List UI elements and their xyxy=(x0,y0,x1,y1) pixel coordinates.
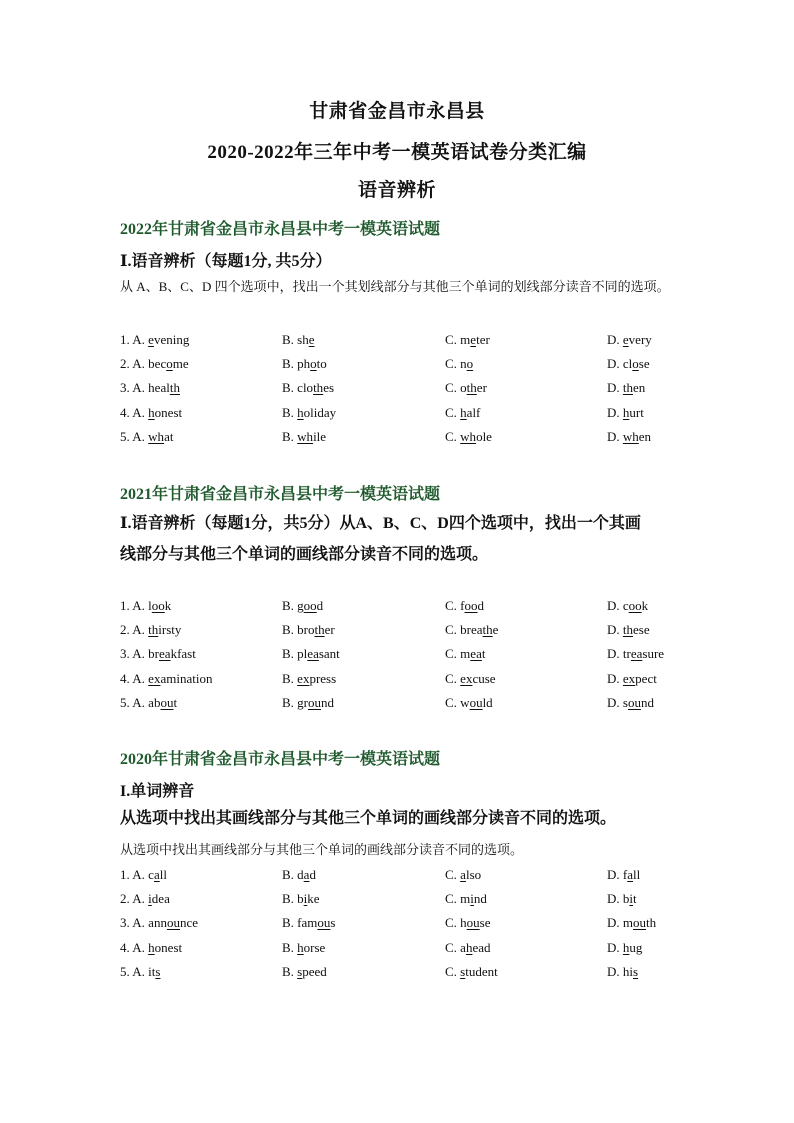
section-2021-instruction-line-2: 线部分与其他三个单词的画线部分读音不同的选项。 xyxy=(120,546,489,563)
option-b xyxy=(282,964,327,980)
question-row xyxy=(120,891,680,911)
option-b xyxy=(282,429,326,445)
option-label: C. xyxy=(445,670,461,686)
underlined-letters: ou xyxy=(317,915,331,931)
word-part: d xyxy=(309,867,316,882)
word-part: vening xyxy=(153,332,190,347)
underlined-letters: h xyxy=(148,404,155,420)
word-part: h xyxy=(460,915,467,931)
underlined-letters: ou xyxy=(166,915,180,931)
underlined-letters: a xyxy=(460,867,466,882)
word-part: gr xyxy=(297,694,309,710)
word-part: nce xyxy=(179,915,198,931)
section-2020-bold-instruction: 从选项中找出其画线部分与其他三个单词的画线部分读音不同的选项。 xyxy=(120,810,617,827)
option-a xyxy=(120,964,160,980)
option-label: C. xyxy=(445,646,461,662)
option-label: 5. A. xyxy=(120,963,149,979)
option-label: C. xyxy=(445,939,461,955)
option-label: D. xyxy=(607,891,623,907)
word-part: pl xyxy=(297,646,308,662)
word-part: kfast xyxy=(170,646,196,662)
word-part: me xyxy=(172,356,189,372)
word-part: c xyxy=(622,598,629,613)
option-label: 3. A. xyxy=(120,380,149,396)
word-part: sh xyxy=(297,332,309,347)
word-part: es xyxy=(323,380,335,396)
option-label: C. xyxy=(445,891,461,907)
word-part: pect xyxy=(635,670,657,686)
option-label: C. xyxy=(445,694,461,710)
option-label: 3. A. xyxy=(120,646,149,662)
underlined-letters: s xyxy=(460,963,466,979)
option-label: 4. A. xyxy=(120,670,149,686)
underlined-letters: i xyxy=(148,891,152,907)
underlined-letters: ea xyxy=(307,646,319,662)
word-part: dea xyxy=(151,891,170,907)
underlined-letters: s xyxy=(633,963,639,979)
word-part: orse xyxy=(303,939,326,955)
underlined-letters: ea xyxy=(470,646,482,662)
option-c xyxy=(445,622,498,638)
underlined-letters: th xyxy=(622,622,634,638)
underlined-letters: o xyxy=(166,356,173,372)
underlined-letters: i xyxy=(470,891,474,907)
underlined-letters: ex xyxy=(622,670,636,686)
option-c xyxy=(445,964,498,980)
word-part: ile xyxy=(313,428,327,444)
underlined-letters: o xyxy=(310,356,317,372)
underlined-letters: s xyxy=(297,963,303,979)
underlined-letters: h xyxy=(622,404,630,420)
underlined-letters: a xyxy=(153,867,160,882)
option-d xyxy=(607,891,637,907)
word-part: press xyxy=(309,670,337,686)
section-2020-subheading: I.单词辨音 xyxy=(120,783,195,800)
word-part: ab xyxy=(148,694,161,710)
option-label: B. xyxy=(282,646,298,662)
option-label: C. xyxy=(445,332,461,347)
option-b xyxy=(282,332,315,348)
word-part: onest xyxy=(154,939,183,955)
word-part: m xyxy=(460,891,471,907)
section-2020-instruction: 从选项中找出其画线部分与其他三个单词的画线部分读音不同的选项。 xyxy=(120,842,524,857)
word-part: d xyxy=(477,598,485,613)
word-part: ole xyxy=(476,428,492,444)
option-label: D. xyxy=(607,380,623,396)
word-part: to xyxy=(316,356,327,372)
word-part: t xyxy=(173,694,178,710)
question-row xyxy=(120,671,680,691)
word-part: k xyxy=(164,598,172,613)
question-row xyxy=(120,695,680,715)
option-label: D. xyxy=(607,915,623,931)
option-label: D. xyxy=(607,332,623,347)
underlined-letters: i xyxy=(303,891,308,907)
section-2022-heading: 2022年甘肃省金昌市永昌县中考一模英语试题 xyxy=(120,221,441,238)
word-part: at xyxy=(164,428,174,444)
question-row xyxy=(120,332,680,352)
word-part: peed xyxy=(302,963,327,979)
option-a xyxy=(120,671,212,687)
word-part: bro xyxy=(297,622,315,638)
underlined-letters: a xyxy=(627,867,634,882)
option-a xyxy=(120,429,173,445)
underlined-letters: h xyxy=(465,939,473,955)
option-label: B. xyxy=(282,694,298,710)
option-c xyxy=(445,429,492,445)
underlined-letters: a xyxy=(303,867,310,882)
underlined-letters: th xyxy=(466,380,477,396)
option-d xyxy=(607,646,664,662)
word-part: se xyxy=(638,356,650,372)
word-part: f xyxy=(622,867,628,882)
option-label: B. xyxy=(282,356,298,372)
section-2022-subheading: Ⅰ.语音辨析（每题1分, 共5分） xyxy=(120,253,332,270)
option-c xyxy=(445,671,496,687)
option-d xyxy=(607,695,654,711)
option-label: B. xyxy=(282,670,298,686)
option-d xyxy=(607,671,657,687)
option-label: D. xyxy=(607,670,623,686)
underlined-letters: h xyxy=(297,939,304,955)
underlined-letters: wh xyxy=(297,428,314,444)
option-a xyxy=(120,598,171,614)
underlined-letters: ou xyxy=(160,694,174,710)
option-b xyxy=(282,356,327,372)
question-row xyxy=(120,429,680,449)
underlined-letters: o xyxy=(466,356,474,372)
word-part: m xyxy=(622,915,634,931)
underlined-letters: ou xyxy=(633,915,647,931)
underlined-letters: oo xyxy=(464,598,478,613)
option-label: 3. A. xyxy=(120,915,149,931)
word-part: oliday xyxy=(303,404,337,420)
option-label: 5. A. xyxy=(120,428,149,444)
option-label: D. xyxy=(607,622,623,638)
underlined-letters: s xyxy=(155,963,161,979)
word-part: a xyxy=(460,939,466,955)
word-part: br xyxy=(148,646,160,662)
word-part: onest xyxy=(154,404,183,420)
underlined-letters: th xyxy=(313,380,324,396)
underlined-letters: oo xyxy=(151,598,165,613)
underlined-letters: e xyxy=(470,332,477,347)
option-label: C. xyxy=(445,380,461,396)
word-part: it xyxy=(148,963,156,979)
underlined-letters: ou xyxy=(627,694,641,710)
word-part: w xyxy=(460,694,470,710)
option-label: 4. A. xyxy=(120,404,149,420)
option-label: C. xyxy=(445,622,461,638)
word-part: f xyxy=(460,598,465,613)
word-part: ke xyxy=(307,891,320,907)
option-label: B. xyxy=(282,891,298,907)
option-d xyxy=(607,429,651,445)
option-label: C. xyxy=(445,404,461,420)
word-part: b xyxy=(297,891,304,907)
option-label: D. xyxy=(607,939,623,955)
option-b xyxy=(282,598,323,614)
option-a xyxy=(120,332,189,348)
word-part: ese xyxy=(633,622,650,638)
underlined-letters: th xyxy=(482,622,493,638)
option-c xyxy=(445,915,491,931)
option-d xyxy=(607,964,638,980)
underlined-letters: ea xyxy=(159,646,171,662)
document-title-line-3: 语音辨析 xyxy=(357,180,436,201)
word-part: ug xyxy=(629,939,643,955)
option-a xyxy=(120,867,167,883)
option-label: 2. A. xyxy=(120,356,149,372)
option-b xyxy=(282,695,334,711)
option-d xyxy=(607,356,650,372)
underlined-letters: ea xyxy=(630,646,643,662)
word-part: c xyxy=(148,867,154,882)
word-part: n xyxy=(460,356,467,372)
option-a xyxy=(120,622,181,638)
option-label: C. xyxy=(445,356,461,372)
option-b xyxy=(282,405,336,421)
option-c xyxy=(445,332,490,348)
option-c xyxy=(445,891,487,907)
option-label: 2. A. xyxy=(120,891,149,907)
word-part: tr xyxy=(622,646,631,662)
option-label: 5. A. xyxy=(120,694,149,710)
word-part: se xyxy=(479,915,491,931)
underlined-letters: o xyxy=(632,356,639,372)
underlined-letters: e xyxy=(622,332,629,347)
question-row xyxy=(120,598,680,618)
question-row xyxy=(120,622,680,642)
option-label: B. xyxy=(282,428,298,444)
word-part: bec xyxy=(148,356,167,372)
option-label: D. xyxy=(607,867,623,882)
word-part: alf xyxy=(466,404,481,420)
underlined-letters: th xyxy=(169,380,180,396)
option-c xyxy=(445,867,481,883)
word-part: o xyxy=(460,380,467,396)
option-label: 1. A. xyxy=(120,598,149,613)
word-part: fam xyxy=(297,915,318,931)
option-a xyxy=(120,891,170,907)
underlined-letters: ex xyxy=(460,670,473,686)
word-part: cl xyxy=(622,356,633,372)
option-a xyxy=(120,380,180,396)
option-d xyxy=(607,380,645,396)
document-title-line-2: 2020-2022年三年中考一模英语试卷分类汇编 xyxy=(207,142,587,163)
word-part: ter xyxy=(476,332,490,347)
option-label: D. xyxy=(607,428,623,444)
option-b xyxy=(282,940,325,956)
option-label: B. xyxy=(282,598,298,613)
option-label: B. xyxy=(282,622,298,638)
option-c xyxy=(445,405,480,421)
question-row xyxy=(120,964,680,984)
word-part: en xyxy=(633,380,646,396)
word-part: clo xyxy=(297,380,314,396)
option-label: B. xyxy=(282,332,298,347)
word-part: ll xyxy=(633,867,641,882)
underlined-letters: ex xyxy=(297,670,310,686)
option-c xyxy=(445,646,485,662)
underlined-letters: h xyxy=(460,404,467,420)
word-part: heal xyxy=(148,380,170,396)
option-label: B. xyxy=(282,867,298,882)
option-label: D. xyxy=(607,963,623,979)
word-part: nd xyxy=(473,891,487,907)
word-part: t xyxy=(633,891,637,907)
underlined-letters: ou xyxy=(308,694,322,710)
word-part: ann xyxy=(148,915,167,931)
underlined-letters: h xyxy=(622,939,630,955)
option-d xyxy=(607,867,640,883)
underlined-letters: h xyxy=(148,939,155,955)
option-b xyxy=(282,891,320,907)
option-label: D. xyxy=(607,404,623,420)
option-label: B. xyxy=(282,939,298,955)
section-2020-heading: 2020年甘肃省金昌市永昌县中考一模英语试题 xyxy=(120,751,441,768)
word-part: e xyxy=(492,622,499,638)
option-label: 1. A. xyxy=(120,867,149,882)
option-label: D. xyxy=(607,694,623,710)
option-label: 4. A. xyxy=(120,939,149,955)
word-part: g xyxy=(297,598,304,613)
underlined-letters: wh xyxy=(622,428,639,444)
word-part: th xyxy=(646,915,657,931)
option-d xyxy=(607,405,644,421)
option-d xyxy=(607,915,656,931)
word-part: amination xyxy=(160,670,213,686)
question-row xyxy=(120,405,680,425)
question-row xyxy=(120,940,680,960)
word-part: ll xyxy=(159,867,167,882)
word-part: hi xyxy=(622,963,634,979)
option-label: C. xyxy=(445,867,461,882)
option-a xyxy=(120,356,189,372)
option-a xyxy=(120,695,177,711)
word-part: er xyxy=(476,380,487,396)
underlined-letters: th xyxy=(314,622,325,638)
section-2022-instruction: 从 A、B、C、D 四个选项中，找出一个其划线部分与其他三个单词的划线部分读音不同的选项。 xyxy=(120,279,670,294)
option-a xyxy=(120,940,182,956)
word-part: sure xyxy=(642,646,665,662)
option-b xyxy=(282,622,335,638)
option-d xyxy=(607,332,652,348)
option-b xyxy=(282,671,336,687)
section-2021-instruction-line-1: Ⅰ.语音辨析（每题1分，共5分）从A、B、C、D四个选项中，找出一个其画 xyxy=(120,515,641,532)
question-row xyxy=(120,915,680,935)
word-part: m xyxy=(460,332,471,347)
option-label: C. xyxy=(445,963,461,979)
underlined-letters: th xyxy=(148,622,159,638)
option-c xyxy=(445,380,487,396)
option-c xyxy=(445,695,493,711)
underlined-letters: h xyxy=(297,404,304,420)
option-label: B. xyxy=(282,963,298,979)
option-label: D. xyxy=(607,356,623,372)
option-label: C. xyxy=(445,915,461,931)
option-a xyxy=(120,915,198,931)
option-label: 2. A. xyxy=(120,622,149,638)
word-part: very xyxy=(628,332,652,347)
option-label: C. xyxy=(445,428,461,444)
option-label: B. xyxy=(282,380,298,396)
option-c xyxy=(445,598,484,614)
underlined-letters: wh xyxy=(460,428,477,444)
underlined-letters: ou xyxy=(466,915,480,931)
word-part: b xyxy=(622,891,630,907)
word-part: d xyxy=(316,598,324,613)
question-row xyxy=(120,646,680,666)
word-part: nd xyxy=(321,694,335,710)
word-part: brea xyxy=(460,622,483,638)
word-part: irsty xyxy=(158,622,182,638)
word-part: lso xyxy=(465,867,482,882)
underlined-letters: th xyxy=(622,380,634,396)
option-a xyxy=(120,646,196,662)
word-part: m xyxy=(460,646,471,662)
option-c xyxy=(445,940,491,956)
word-part: cuse xyxy=(472,670,496,686)
document-title-line-1: 甘肃省金昌市永昌县 xyxy=(309,101,485,122)
word-part: l xyxy=(148,598,152,613)
option-label: 1. A. xyxy=(120,332,149,347)
word-part: s xyxy=(330,915,336,931)
option-label: D. xyxy=(607,598,623,613)
option-d xyxy=(607,598,648,614)
word-part: t xyxy=(481,646,486,662)
word-part: nd xyxy=(640,694,654,710)
underlined-letters: ex xyxy=(148,670,161,686)
question-row xyxy=(120,380,680,400)
word-part: ead xyxy=(472,939,491,955)
section-2021-heading: 2021年甘肃省金昌市永昌县中考一模英语试题 xyxy=(120,486,441,503)
underlined-letters: i xyxy=(629,891,634,907)
underlined-letters: oo xyxy=(628,598,642,613)
underlined-letters: ou xyxy=(469,694,483,710)
option-b xyxy=(282,380,334,396)
underlined-letters: e xyxy=(308,332,315,347)
option-d xyxy=(607,622,650,638)
word-part: urt xyxy=(629,404,644,420)
option-a xyxy=(120,405,182,421)
word-part: s xyxy=(622,694,628,710)
word-part: tudent xyxy=(465,963,498,979)
word-part: ld xyxy=(482,694,493,710)
option-label: C. xyxy=(445,598,461,613)
word-part: sant xyxy=(318,646,340,662)
word-part: k xyxy=(641,598,649,613)
word-part: en xyxy=(638,428,652,444)
underlined-letters: e xyxy=(148,332,154,347)
option-label: B. xyxy=(282,404,298,420)
option-b xyxy=(282,646,340,662)
word-part: ph xyxy=(297,356,311,372)
option-label: B. xyxy=(282,915,298,931)
underlined-letters: wh xyxy=(148,428,165,444)
question-row xyxy=(120,356,680,376)
word-part: d xyxy=(297,867,304,882)
option-b xyxy=(282,915,335,931)
option-b xyxy=(282,867,316,883)
option-c xyxy=(445,356,473,372)
underlined-letters: oo xyxy=(303,598,317,613)
question-row xyxy=(120,867,680,887)
option-label: D. xyxy=(607,646,623,662)
word-part: er xyxy=(324,622,335,638)
option-d xyxy=(607,940,642,956)
